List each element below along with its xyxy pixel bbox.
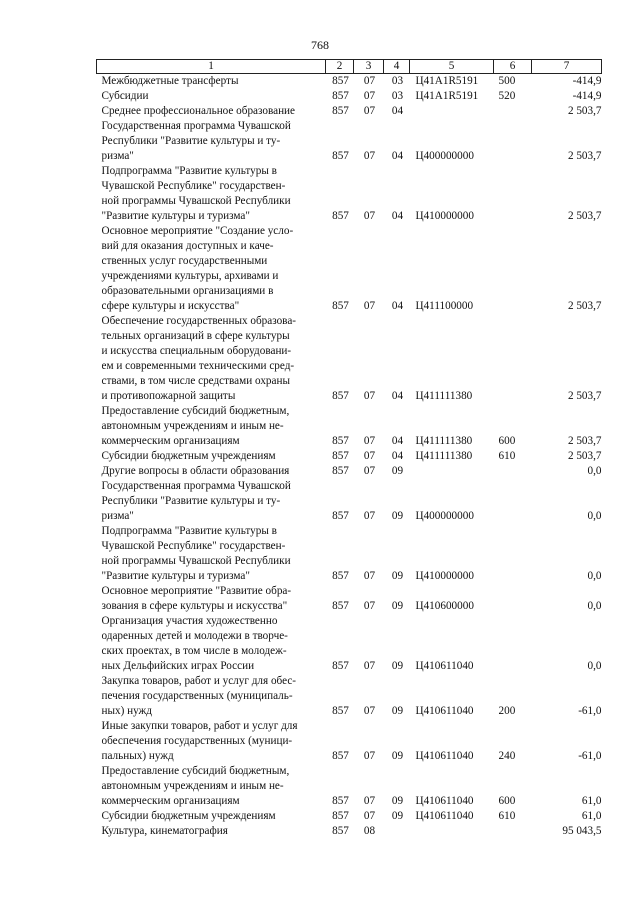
row-name-cell: Другие вопросы в области образования xyxy=(101,465,290,477)
row-section-code: 07 xyxy=(363,90,376,102)
row-name-cell: Субсидии бюджетным учреждениям xyxy=(101,810,276,822)
row-name-cell: Обеспечение государственных образова- тельных организаций в сфере культуры и искусства специальным оборудовани- ем и современными техническими сред- ствами, в том числе средствами охраны и противопожарной защиты xyxy=(101,315,297,402)
header-col-4: 4 xyxy=(384,60,410,74)
row-target-article xyxy=(410,104,494,119)
header-col-2: 2 xyxy=(326,60,354,74)
row-subsection-code: 09 xyxy=(391,600,404,612)
row-ministry-code: 857 xyxy=(332,150,349,162)
row-ministry-code: 857 xyxy=(332,300,349,312)
row-section-code: 07 xyxy=(363,750,376,762)
header-col-1: 1 xyxy=(97,60,326,74)
row-expense-type xyxy=(494,614,532,674)
row-subsection-code xyxy=(384,824,410,839)
row-amount: 0,0 xyxy=(587,465,602,477)
table-row xyxy=(97,719,602,764)
row-expense-type xyxy=(494,524,532,584)
row-ministry-code: 857 xyxy=(332,600,349,612)
row-amount: 2 503,7 xyxy=(567,450,602,462)
row-target-article: Ц411111380 xyxy=(415,390,473,402)
row-expense-type xyxy=(494,824,532,839)
row-section-code: 07 xyxy=(363,450,376,462)
row-name-cell: Подпрограмма "Развитие культуры в Чувашской Республике" государствен- ной программы Чувашской Республики "Развитие культуры и туризма" xyxy=(101,525,291,582)
row-section-code: 07 xyxy=(363,300,376,312)
row-expense-type xyxy=(494,314,532,404)
row-ministry-code: 857 xyxy=(332,750,349,762)
row-amount: 2 503,7 xyxy=(567,390,602,402)
budget-table xyxy=(96,59,602,839)
row-ministry-code: 857 xyxy=(332,210,349,222)
table-row xyxy=(97,314,602,404)
row-ministry-code: 857 xyxy=(332,810,349,822)
row-expense-type: 240 xyxy=(498,750,516,762)
row-section-code: 07 xyxy=(363,150,376,162)
row-subsection-code: 09 xyxy=(391,570,404,582)
row-section-code: 07 xyxy=(363,435,376,447)
row-amount: 0,0 xyxy=(587,510,602,522)
row-target-article: Ц41A1R5191 xyxy=(415,75,479,87)
table-row xyxy=(97,449,602,464)
row-ministry-code: 857 xyxy=(332,705,349,717)
row-target-article: Ц411100000 xyxy=(415,300,474,312)
table-row xyxy=(97,164,602,224)
row-ministry-code: 857 xyxy=(332,660,349,672)
row-amount: 2 503,7 xyxy=(567,435,602,447)
row-subsection-code: 09 xyxy=(391,750,404,762)
row-name-cell: Иные закупки товаров, работ и услуг для обеспечения государственных (муници- пальных) нужд xyxy=(101,720,298,762)
row-target-article: Ц410611040 xyxy=(415,660,474,672)
table-row xyxy=(97,224,602,314)
row-section-code: 07 xyxy=(363,465,376,477)
header-col-5: 5 xyxy=(410,60,494,74)
row-ministry-code: 857 xyxy=(332,570,349,582)
row-amount: -61,0 xyxy=(578,705,602,717)
row-section-code: 07 xyxy=(363,75,376,87)
row-ministry-code: 857 xyxy=(332,75,349,87)
table-row xyxy=(97,809,602,824)
row-ministry-code: 857 xyxy=(332,90,349,102)
row-section-code: 07 xyxy=(363,510,376,522)
row-expense-type: 610 xyxy=(498,450,516,462)
table-row xyxy=(97,464,602,479)
row-section-code: 07 xyxy=(363,570,376,582)
row-section-code: 07 xyxy=(363,795,376,807)
row-name-cell: Государственная программа Чувашской Республики "Развитие культуры и ту- ризма" xyxy=(101,120,291,162)
row-target-article: Ц41A1R5191 xyxy=(415,90,479,102)
row-ministry-code: 857 xyxy=(332,795,349,807)
table-row xyxy=(97,89,602,104)
row-expense-type xyxy=(494,464,532,479)
row-subsection-code: 04 xyxy=(391,150,404,162)
row-amount: 61,0 xyxy=(581,795,602,807)
table-row xyxy=(97,404,602,449)
row-ministry-code: 857 xyxy=(332,105,349,117)
row-subsection-code: 04 xyxy=(391,450,404,462)
table-row xyxy=(97,674,602,719)
page-number: 768 xyxy=(311,38,329,52)
row-expense-type xyxy=(494,104,532,119)
row-name-cell: Предоставление субсидий бюджетным, автономным учреждениям и иным не- коммерческим организациям xyxy=(101,765,290,807)
row-target-article: Ц410611040 xyxy=(415,795,474,807)
row-ministry-code: 857 xyxy=(332,825,349,837)
row-subsection-code: 04 xyxy=(391,390,404,402)
table-row xyxy=(97,479,602,524)
row-amount: -61,0 xyxy=(578,750,602,762)
table-row xyxy=(97,824,602,839)
row-amount: 0,0 xyxy=(587,600,602,612)
table-body xyxy=(97,74,602,840)
row-target-article: Ц410000000 xyxy=(415,570,474,582)
row-name-cell: Субсидии бюджетным учреждениям xyxy=(101,450,276,462)
row-ministry-code: 857 xyxy=(332,390,349,402)
row-target-article: Ц400000000 xyxy=(415,150,474,162)
header-col-7: 7 xyxy=(532,60,602,74)
row-subsection-code: 09 xyxy=(391,705,404,717)
row-target-article: Ц411111380 xyxy=(415,435,473,447)
row-name-cell: Среднее профессиональное образование xyxy=(101,105,296,117)
row-section-code: 07 xyxy=(363,660,376,672)
row-expense-type xyxy=(494,224,532,314)
row-expense-type xyxy=(494,119,532,164)
table-row xyxy=(97,104,602,119)
row-name-cell: Субсидии xyxy=(101,90,149,102)
row-expense-type: 600 xyxy=(498,435,516,447)
row-amount: -414,9 xyxy=(572,75,602,87)
row-amount: 0,0 xyxy=(587,570,602,582)
row-amount: 2 503,7 xyxy=(567,105,602,117)
row-ministry-code: 857 xyxy=(332,450,349,462)
row-expense-type: 610 xyxy=(498,810,516,822)
row-amount: -414,9 xyxy=(572,90,602,102)
row-section-code: 07 xyxy=(363,810,376,822)
row-subsection-code: 03 xyxy=(391,90,404,102)
row-target-article: Ц410000000 xyxy=(415,210,474,222)
row-name-cell: Подпрограмма "Развитие культуры в Чувашской Республике" государствен- ной программы Чувашской Республики "Развитие культуры и туризма" xyxy=(101,165,291,222)
row-expense-type: 200 xyxy=(498,705,516,717)
table-row xyxy=(97,74,602,90)
row-subsection-code: 09 xyxy=(391,660,404,672)
row-subsection-code: 04 xyxy=(391,435,404,447)
row-name-cell: Межбюджетные трансферты xyxy=(101,75,239,87)
row-target-article xyxy=(410,824,494,839)
row-expense-type: 500 xyxy=(498,75,516,87)
row-expense-type: 600 xyxy=(498,795,516,807)
table-row xyxy=(97,764,602,809)
row-name-cell: Предоставление субсидий бюджетным, автономным учреждениям и иным не- коммерческим организациям xyxy=(101,405,290,447)
row-amount: 2 503,7 xyxy=(567,300,602,312)
row-amount: 0,0 xyxy=(587,660,602,672)
row-target-article: Ц410611040 xyxy=(415,810,474,822)
table-row xyxy=(97,614,602,674)
row-section-code: 07 xyxy=(363,600,376,612)
row-target-article: Ц410611040 xyxy=(415,705,474,717)
row-expense-type: 520 xyxy=(498,90,516,102)
row-name-cell: Основное мероприятие "Развитие обра- зования в сфере культуры и искусства" xyxy=(101,585,292,612)
row-ministry-code: 857 xyxy=(332,465,349,477)
row-name-cell: Закупка товаров, работ и услуг для обес- печения государственных (муниципаль- ных) нужд xyxy=(101,675,297,717)
row-target-article xyxy=(410,464,494,479)
header-row xyxy=(97,60,602,74)
row-ministry-code: 857 xyxy=(332,510,349,522)
row-name-cell: Организация участия художественно одаренных детей и молодежи в творче- ских проектах, в том числе в молодеж- ных Дельфийских играх России xyxy=(101,615,288,672)
table-row xyxy=(97,119,602,164)
row-name-cell: Государственная программа Чувашской Республики "Развитие культуры и ту- ризма" xyxy=(101,480,291,522)
row-subsection-code: 04 xyxy=(391,300,404,312)
row-subsection-code: 09 xyxy=(391,795,404,807)
row-subsection-code: 04 xyxy=(391,105,404,117)
header-col-6: 6 xyxy=(494,60,532,74)
table-row xyxy=(97,524,602,584)
row-subsection-code: 09 xyxy=(391,510,404,522)
row-name-cell: Основное мероприятие "Создание усло- вий для оказания доступных и каче- ственных услуг государственными учреждениями культуры, архивами и образовательными организациями в сфере культуры и искусства" xyxy=(101,225,294,312)
row-expense-type xyxy=(494,584,532,614)
row-amount: 2 503,7 xyxy=(567,210,602,222)
row-subsection-code: 09 xyxy=(391,465,404,477)
row-subsection-code: 09 xyxy=(391,810,404,822)
row-target-article: Ц411111380 xyxy=(415,450,473,462)
table-header xyxy=(97,60,602,74)
row-amount: 61,0 xyxy=(581,810,602,822)
row-target-article: Ц410600000 xyxy=(415,600,474,612)
row-amount: 2 503,7 xyxy=(567,150,602,162)
table-row xyxy=(97,584,602,614)
row-target-article: Ц400000000 xyxy=(415,510,474,522)
row-subsection-code: 04 xyxy=(391,210,404,222)
row-section-code: 07 xyxy=(363,105,376,117)
row-name-cell: Культура, кинематография xyxy=(101,825,228,837)
row-section-code: 07 xyxy=(363,390,376,402)
row-ministry-code: 857 xyxy=(332,435,349,447)
row-section-code: 07 xyxy=(363,210,376,222)
row-expense-type xyxy=(494,479,532,524)
row-target-article: Ц410611040 xyxy=(415,750,474,762)
header-col-3: 3 xyxy=(354,60,384,74)
row-amount: 95 043,5 xyxy=(562,825,602,837)
row-expense-type xyxy=(494,164,532,224)
row-subsection-code: 03 xyxy=(391,75,404,87)
row-section-code: 07 xyxy=(363,705,376,717)
row-section-code: 08 xyxy=(363,825,376,837)
